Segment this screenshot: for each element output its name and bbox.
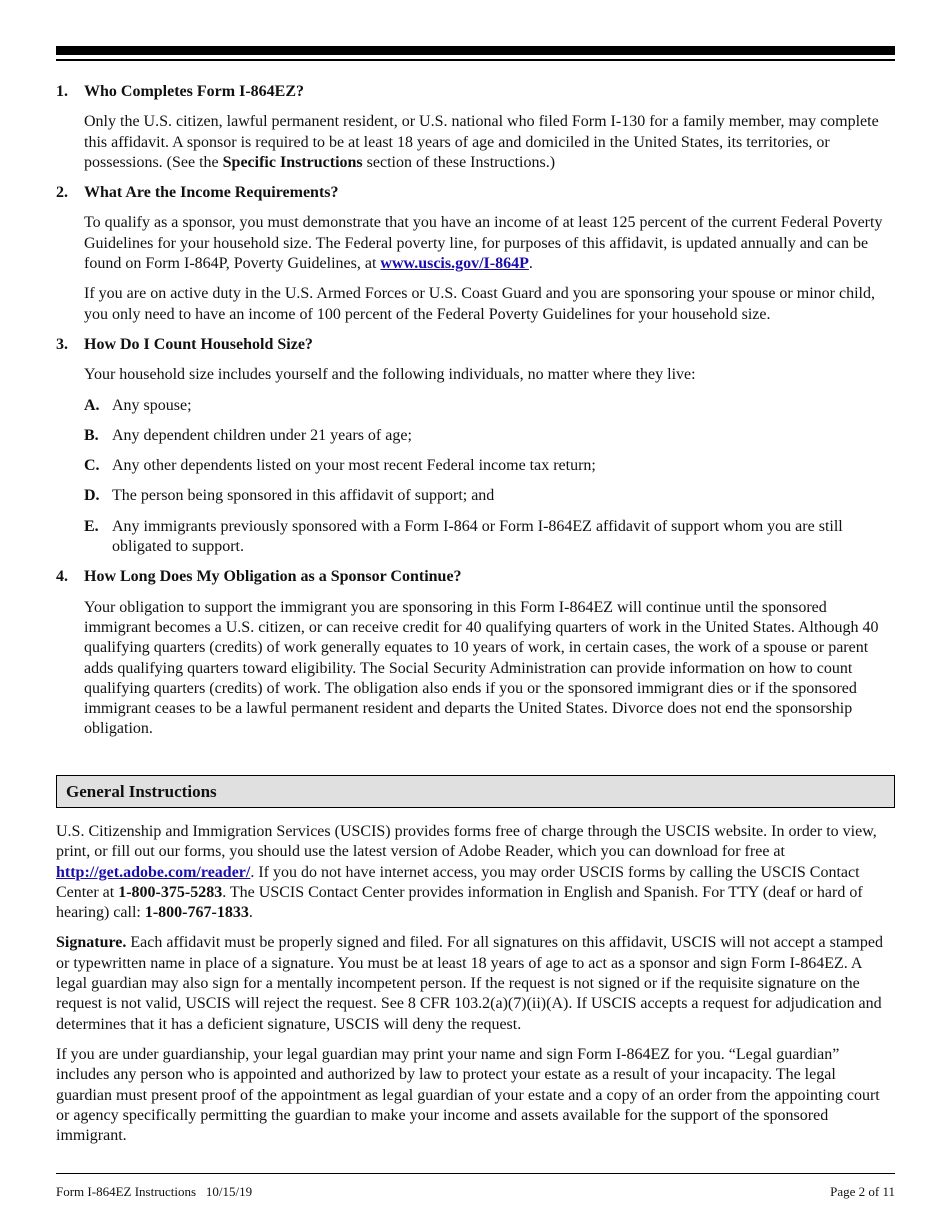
header-thick-rule — [56, 46, 895, 55]
contact-center-phone: 1-800-375-5283 — [118, 883, 223, 901]
signature-label: Signature. — [56, 934, 127, 952]
general-instructions-heading: General Instructions — [56, 775, 895, 808]
question-3-paragraph: Your household size includes yourself and the following individuals, no matter where they live: — [84, 366, 696, 384]
question-title: How Do I Count Household Size? — [84, 335, 313, 353]
question-3-heading — [56, 335, 895, 355]
list-item — [84, 456, 895, 476]
question-1-heading — [56, 82, 895, 102]
list-item-text: The person being sponsored in this affidavit of support; and — [112, 487, 495, 505]
poverty-guidelines-link[interactable]: www.uscis.gov/I-864P — [380, 255, 529, 273]
list-item — [84, 396, 895, 416]
page-number: Page 2 of 11 — [830, 1184, 895, 1199]
form-edition: Form I-864EZ Instructions 10/15/19 — [56, 1184, 253, 1199]
questions-section — [56, 82, 895, 750]
list-item — [84, 517, 895, 558]
adobe-reader-link[interactable]: http://get.adobe.com/reader/ — [56, 863, 251, 881]
page-footer — [56, 1182, 895, 1202]
question-title: What Are the Income Requirements? — [84, 184, 339, 202]
guardianship-paragraph: If you are under guardianship, your legal guardian may print your name and sign Form I-864EZ for you. “Legal guardian” includes any person who is appointed and authorized by law to protect your estate as a result of your incapacity. The legal guardian must present proof of the appointment as legal guardian of your estate and a copy of an order from the appointing court or agency specifically permitting the guardian to make your income and assets available for the support of the sponsored immigrant. — [56, 1045, 880, 1145]
question-4-heading — [56, 567, 895, 587]
question-title: Who Completes Form I-864EZ? — [84, 83, 304, 100]
footer-rule — [56, 1173, 895, 1174]
general-instructions-section — [56, 822, 895, 1156]
list-item-letter: C. — [84, 457, 100, 475]
list-item-text: Any dependent children under 21 years of age; — [112, 426, 412, 444]
list-item-text: Any spouse; — [112, 396, 192, 414]
list-item-letter: A. — [84, 396, 100, 414]
list-item-text: Any other dependents listed on your most recent Federal income tax return; — [112, 457, 596, 475]
signature-paragraph: Signature. Each affidavit must be properly signed and filed. For all signatures on this affidavit, USCIS will not accept a stamped or typewritten name in place of a signature. You must be at least 18 years of age to act as a sponsor and sign Form I-864EZ. A legal guardian may also sign for a mentally incompetent person. If the request is not signed or if the requisite signature on the request is not valid, USCIS will reject the request. See 8 CFR 103.2(a)(7)(ii)(A). If USCIS accepts a request for adjudication and determines that it has a deficient signature, USCIS will deny the request. — [56, 934, 883, 1033]
specific-instructions-ref: Specific Instructions — [222, 153, 363, 171]
general-paragraph-1: U.S. Citizenship and Immigration Services (USCIS) provides forms free of charge through the USCIS website. In order to view, print, or fill out our forms, you should use the latest version of Adobe Reader, which you can download for free at http://get.adobe.com/reader/. If you do not have internet access, you may order USCIS forms by calling the USCIS Contact Center at 1-800-375-5283. The USCIS Contact Center provides information in English and Spanish. For TTY (deaf or hard of hearing) call: 1-800-767-1833. — [56, 823, 877, 922]
question-1-paragraph: Only the U.S. citizen, lawful permanent resident, or U.S. national who filed Form I-130 for a family member, may complete this affidavit. A sponsor is required to be at least 18 years of age and domiciled in the United States, its territories, or possessions. (See the Specific Instructions section of these Instructions.) — [84, 113, 879, 171]
question-title: How Long Does My Obligation as a Sponsor Continue? — [84, 568, 462, 586]
question-number: 3. — [56, 335, 68, 353]
list-item-text: Any immigrants previously sponsored with a Form I-864 or Form I-864EZ affidavit of support whom you are still obligated to support. — [112, 517, 843, 556]
question-2-paragraph-2: If you are on active duty in the U.S. Armed Forces or U.S. Coast Guard and you are sponsoring your spouse or minor child, you only need to have an income of 100 percent of the Federal Poverty Guidelines for your household size. — [84, 285, 875, 323]
question-number: 2. — [56, 184, 68, 202]
list-item — [84, 486, 895, 506]
header-thin-rule — [56, 59, 895, 61]
list-item-letter: D. — [84, 487, 100, 505]
question-number: 4. — [56, 568, 68, 586]
question-2-heading — [56, 183, 895, 203]
tty-phone: 1-800-767-1833 — [144, 904, 249, 922]
list-item-letter: E. — [84, 517, 99, 535]
list-item-letter: B. — [84, 426, 99, 444]
question-number: 1. — [56, 83, 68, 100]
list-item — [84, 426, 895, 446]
question-4-paragraph: Your obligation to support the immigrant you are sponsoring in this Form I-864EZ will continue until the sponsored immigrant becomes a U.S. citizen, or can receive credit for 40 qualifying quarters of work in the United States. Although 40 qualifying quarters (credits) of work generally equates to 10 years of work, in certain cases, the work of a spouse or parent adds qualifying quarters toward eligibility. The Social Security Administration can provide information on how to count qualifying quarters (credits) of work. The obligation also ends if you or the sponsored immigrant dies or if the sponsored immigrant ceases to be a lawful permanent resident and departs the United States. Divorce does not end the sponsorship obligation. — [84, 598, 879, 738]
question-2-paragraph-1: To qualify as a sponsor, you must demonstrate that you have an income of at least 125 percent of the current Federal Poverty Guidelines for your household size. The Federal poverty line, for purposes of this affidavit, is updated annually and can be found on Form I-864P, Poverty Guidelines, at www.uscis.gov/I-864P. — [84, 214, 883, 273]
